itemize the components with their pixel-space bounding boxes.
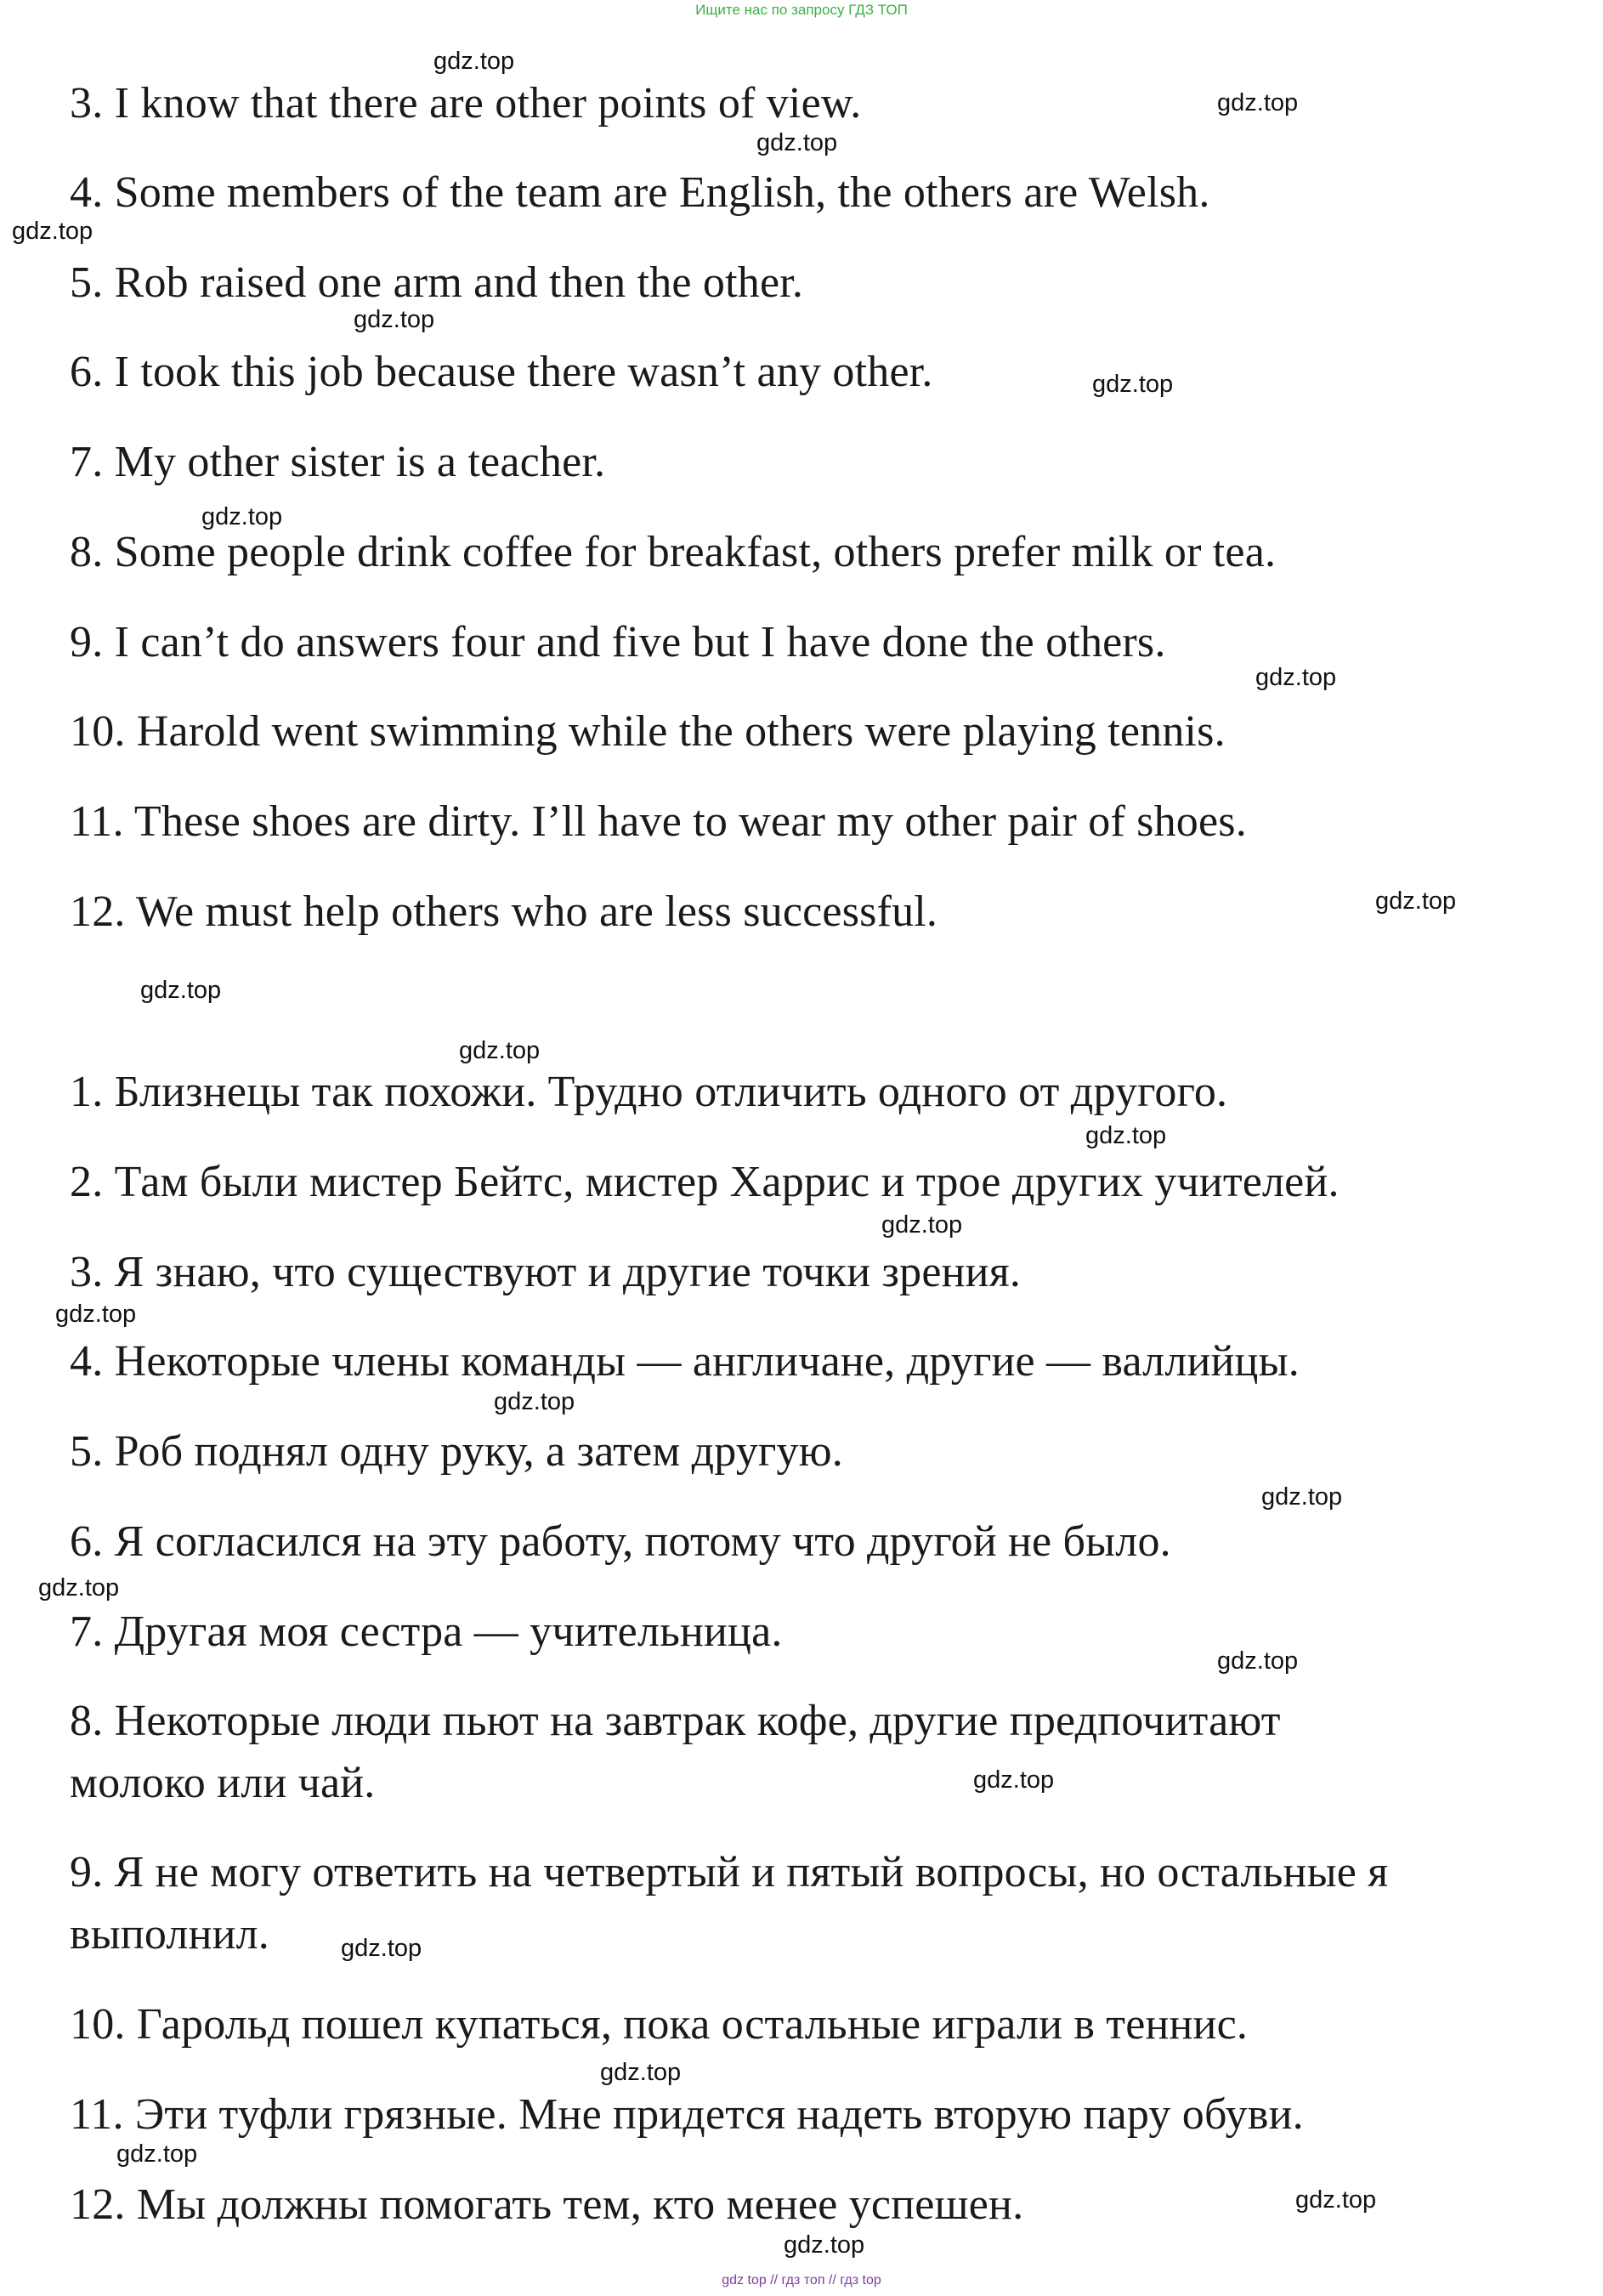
watermark: gdz.top: [600, 2059, 682, 2086]
english-sentence-9: 9. I can’t do answers four and five but I have done the others.: [70, 618, 1166, 666]
russian-sentence-8-continued: молоко или чай.: [70, 1759, 376, 1807]
watermark: gdz.top: [459, 1037, 541, 1064]
watermark: gdz.top: [1092, 371, 1174, 398]
watermark: gdz.top: [1255, 664, 1337, 691]
watermark: gdz.top: [1217, 89, 1299, 116]
russian-sentence-12: 12. Мы должны помогать тем, кто менее успешен.: [70, 2180, 1024, 2229]
russian-sentence-3: 3. Я знаю, что существуют и другие точки зрения.: [70, 1248, 1022, 1296]
russian-sentence-1: 1. Близнецы так похожи. Трудно отличить одного от другого.: [70, 1068, 1228, 1116]
watermark: gdz.top: [354, 306, 435, 333]
english-sentence-6: 6. I took this job because there wasn’t any other.: [70, 348, 933, 396]
watermark: gdz.top: [1085, 1122, 1167, 1149]
watermark: gdz.top: [201, 503, 283, 530]
watermark: gdz.top: [494, 1388, 575, 1415]
watermark: gdz.top: [433, 48, 515, 75]
russian-sentence-5: 5. Роб поднял одну руку, а затем другую.: [70, 1427, 844, 1476]
russian-sentence-11: 11. Эти туфли грязные. Мне придется надеть вторую пару обуви.: [70, 2090, 1304, 2139]
footer-banner: gdz top // гдз топ // гдз top: [722, 2273, 881, 2287]
watermark: gdz.top: [1295, 2186, 1377, 2214]
watermark: gdz.top: [55, 1301, 137, 1328]
english-sentence-12: 12. We must help others who are less successful.: [70, 887, 938, 936]
russian-sentence-9-continued: выполнил.: [70, 1910, 269, 1959]
english-sentence-11: 11. These shoes are dirty. I’ll have to wear my other pair of shoes.: [70, 797, 1247, 846]
header-banner: Ищите нас по запросу ГДЗ ТОП: [695, 2, 908, 18]
russian-sentence-7: 7. Другая моя сестра — учительница.: [70, 1607, 783, 1656]
russian-sentence-2: 2. Там были мистер Бейтс, мистер Харрис и трое других учителей.: [70, 1158, 1340, 1206]
russian-sentence-6: 6. Я согласился на эту работу, потому что другой не было.: [70, 1517, 1171, 1566]
watermark: gdz.top: [1375, 887, 1457, 915]
watermark: gdz.top: [38, 1574, 120, 1602]
watermark: gdz.top: [756, 129, 838, 156]
russian-sentence-9: 9. Я не могу ответить на четвертый и пятый вопросы, но остальные я: [70, 1848, 1389, 1896]
english-sentence-8: 8. Some people drink coffee for breakfast, others prefer milk or tea.: [70, 528, 1277, 576]
russian-sentence-8: 8. Некоторые люди пьют на завтрак кофе, другие предпочитают: [70, 1697, 1281, 1745]
watermark: gdz.top: [341, 1935, 422, 1962]
english-sentence-5: 5. Rob raised one arm and then the other.: [70, 258, 804, 307]
russian-sentence-10: 10. Гарольд пошел купаться, пока остальные играли в теннис.: [70, 2000, 1249, 2049]
watermark: gdz.top: [881, 1211, 963, 1239]
watermark: gdz.top: [116, 2140, 198, 2168]
watermark: gdz.top: [12, 218, 93, 245]
watermark: gdz.top: [1261, 1483, 1343, 1511]
watermark: gdz.top: [1217, 1647, 1299, 1675]
watermark: gdz.top: [140, 977, 222, 1004]
english-sentence-4: 4. Some members of the team are English, the others are Welsh.: [70, 168, 1210, 217]
english-sentence-10: 10. Harold went swimming while the others were playing tennis.: [70, 707, 1226, 756]
russian-sentence-4: 4. Некоторые члены команды — англичане, другие — валлийцы.: [70, 1337, 1300, 1386]
english-sentence-3: 3. I know that there are other points of view.: [70, 79, 862, 128]
watermark: gdz.top: [973, 1766, 1055, 1794]
watermark: gdz.top: [784, 2231, 865, 2259]
english-sentence-7: 7. My other sister is a teacher.: [70, 438, 606, 486]
